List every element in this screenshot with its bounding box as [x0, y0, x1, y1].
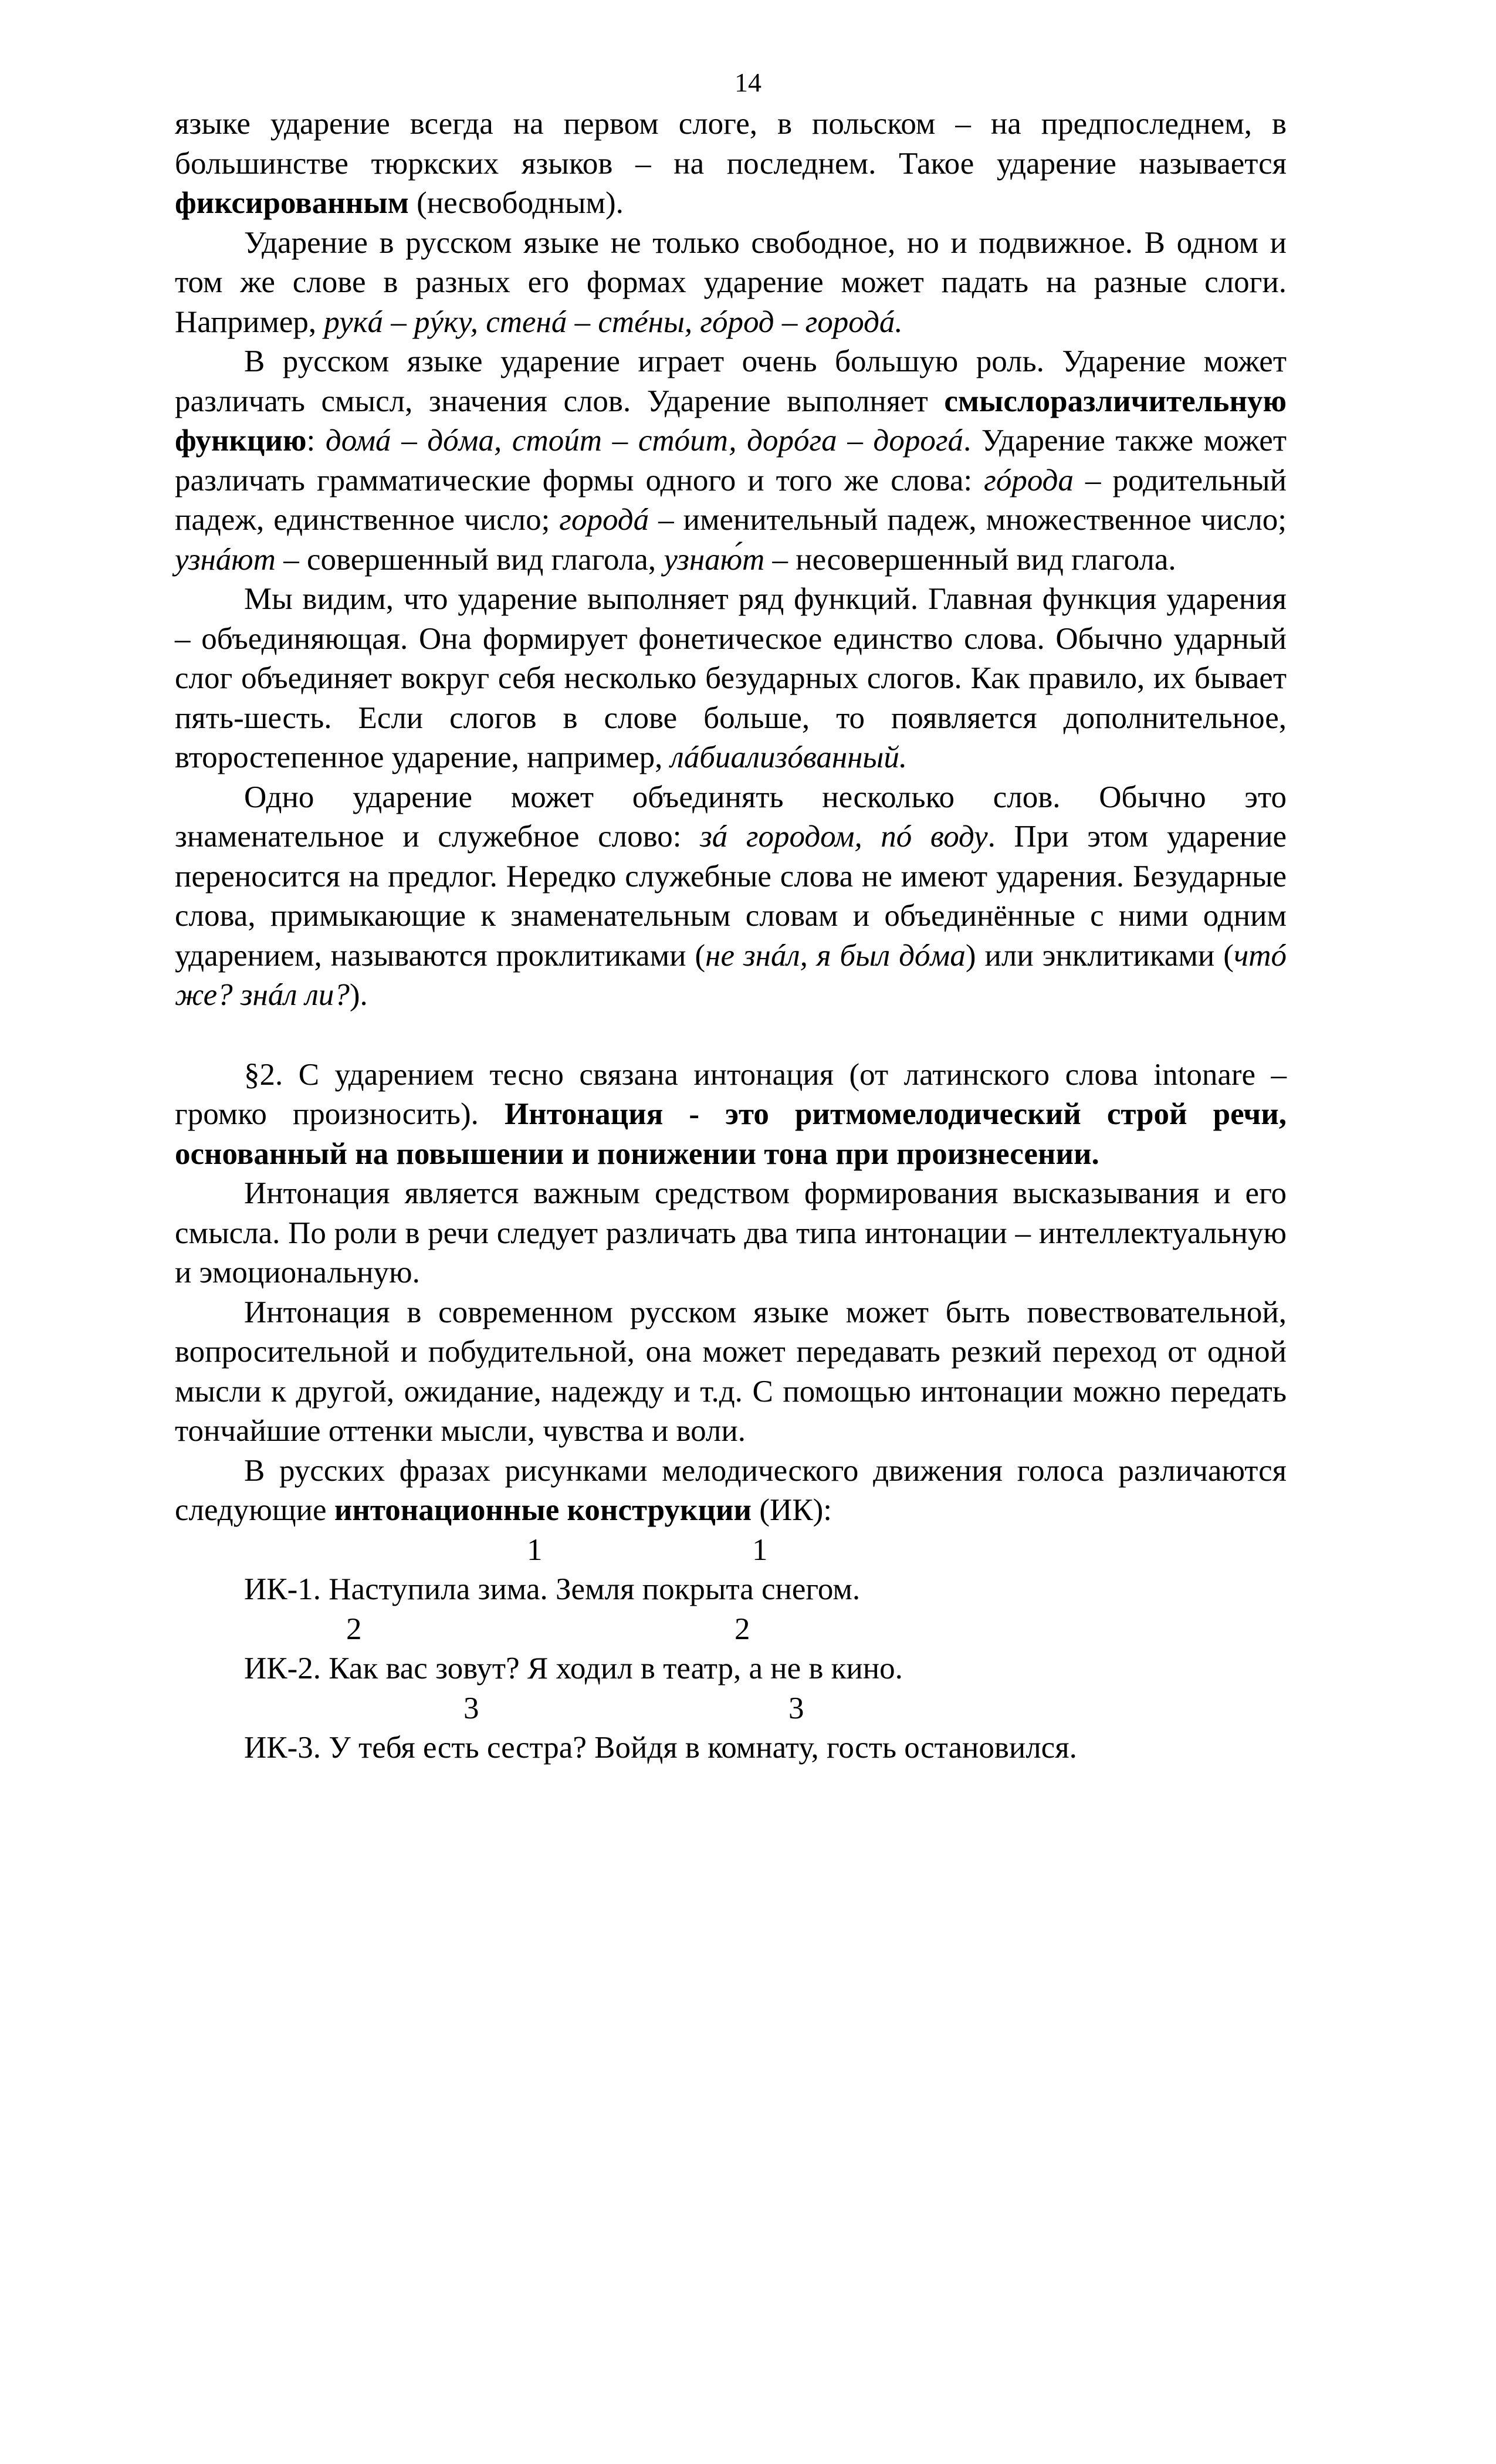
text-run: . Ударение также может различать грамматические формы одного и того же слова:	[175, 424, 1287, 497]
italic-example: чтó же? знáл ли?	[175, 938, 1287, 1012]
text-run: §2. С ударением тесно связана интонация (от латинского слова intonare – громко произносить).	[175, 1057, 1287, 1131]
text-run: Ударение в русском языке не только свободное, но и подвижное. В одном и том же слове в разных его формах ударение может падать на разные слоги. Например,	[175, 225, 1287, 339]
ik-examples	[175, 1531, 1287, 1768]
ik-example-line: ИК-3. У тебя есть сестра? Войдя в комнату, гость остановился.	[244, 1731, 1077, 1765]
ik-mark: 3	[788, 1691, 804, 1725]
page-number: 14	[735, 67, 761, 97]
text-run: . При этом ударение переносится на предлог. Нередко служебные слова не имеют ударения. Безударные слова, примыкающие к знаменательным словам и объединённые с ними одним ударением, называются проклитиками (	[175, 820, 1287, 973]
bold-definition: Интонация - это ритмомелодический строй речи, основанный на повышении и понижении тона при произнесении.	[175, 1097, 1287, 1171]
text-run: – именительный падеж, множественное число;	[649, 503, 1287, 537]
text-run: – совершенный вид глагола,	[275, 542, 664, 577]
ik-mark: 3	[463, 1691, 479, 1725]
ik-mark: 1	[752, 1532, 768, 1567]
paragraph-clitics	[175, 778, 1287, 1016]
italic-example: городá	[559, 503, 649, 537]
italic-example: рукá – рýку, стенá – стéны, гóрод – городá.	[324, 304, 903, 339]
text-run: (ИК):	[752, 1493, 832, 1527]
italic-example: зá городом, пó воду	[700, 820, 988, 854]
italic-example: домá – дóма, стоúт – стóит, дорóга – дорогá	[325, 424, 963, 458]
bold-term: смыслоразличительную функцию	[175, 384, 1287, 458]
text-run: – несовершенный вид глагола.	[764, 542, 1176, 577]
bold-term: интонационные конструкции	[334, 1493, 752, 1527]
text-run: – родительный падеж, единственное число;	[175, 463, 1287, 537]
text-run: (несвободным).	[408, 186, 624, 220]
italic-example: гóрода	[984, 463, 1074, 497]
ik-mark: 1	[527, 1532, 543, 1567]
paragraph-stress-functions	[175, 580, 1287, 778]
text-run: В русском языке ударение играет очень большую роль. Ударение может различать смысл, значения слов. Ударение выполняет	[175, 344, 1287, 418]
page-content	[175, 104, 1287, 1768]
text-run: :	[306, 424, 326, 458]
text-run: Интонация в современном русском языке может быть повествовательной, вопросительной и побудительной, она может передавать резкий переход от одной мысли к другой, ожидание, надежду и т.д. С помощью интонации можно передать тончайшие оттенки мысли, чувства и воли.	[175, 1295, 1287, 1448]
paragraph-intonation-modern	[175, 1293, 1287, 1451]
paragraph-stress-role	[175, 342, 1287, 580]
paragraph-fixed-stress	[175, 104, 1287, 224]
paragraph-mobile-stress	[175, 224, 1287, 343]
ik-example-line: ИК-1. Наступила зима. Земля покрыта снегом.	[244, 1572, 861, 1606]
text-run: языке ударение всегда на первом слоге, в польском – на предпоследнем, в большинстве тюркских языков – на последнем. Такое ударение называется	[175, 107, 1287, 181]
ik-mark: 2	[346, 1612, 362, 1646]
ik-example-line: ИК-2. Как вас зовут? Я ходил в театр, а не в кино.	[244, 1651, 903, 1685]
italic-example: узнáют	[175, 542, 276, 577]
paragraph-intonation-types	[175, 1174, 1287, 1293]
text-run: В русских фразах рисунками мелодического движения голоса различаются следующие	[175, 1453, 1287, 1527]
text-run: ) или энклитиками (	[965, 938, 1234, 973]
text-run: ).	[349, 978, 368, 1012]
ik-marks-row	[175, 1610, 1287, 1650]
text-run: Интонация является важным средством формирования высказывания и его смысла. По роли в речи следует различать два типа интонации – интеллектуальную и эмоциональную.	[175, 1176, 1287, 1289]
bold-term: фиксированным	[175, 186, 409, 220]
paragraph-ik-intro	[175, 1451, 1287, 1531]
paragraph-intonation-definition	[175, 1055, 1287, 1175]
ik-mark: 2	[735, 1612, 750, 1646]
ik-marks-row	[175, 1531, 1287, 1571]
italic-example: не знáл, я был дóма	[705, 938, 966, 973]
ik-marks-row	[175, 1689, 1287, 1729]
text-run: Одно ударение может объединять несколько слов. Обычно это знаменательное и служебное слово:	[175, 780, 1287, 854]
italic-example: узнаю́т	[664, 542, 765, 577]
text-run: Мы видим, что ударение выполняет ряд функций. Главная функция ударения – объединяющая. Она формирует фонетическое единство слова. Обычно ударный слог объединяет вокруг себя несколько безударных слогов. Как правило, их бывает пять-шесть. Если слогов в слове больше, то появляется дополнительное, второстепенное ударение, например,	[175, 582, 1287, 774]
italic-example: лáбиализóванный.	[670, 740, 908, 774]
